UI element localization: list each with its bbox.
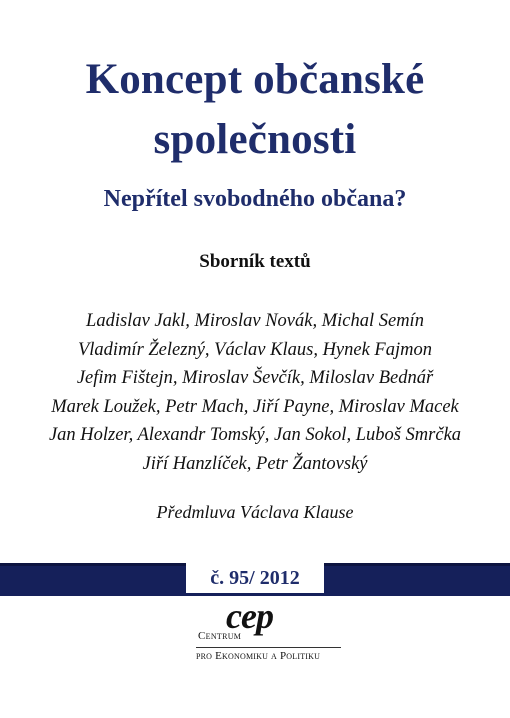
cover-title-line-1: Koncept občanské — [85, 56, 425, 103]
author-line: Vladimír Železný, Václav Klaus, Hynek Fajmon — [77, 339, 432, 360]
cover-title — [0, 50, 510, 170]
author-list — [0, 307, 510, 479]
author-line: Marek Loužek, Petr Mach, Jiří Payne, Miroslav Macek — [51, 396, 459, 417]
logo-subtitle: pro Ekonomiku a Politiku — [196, 650, 321, 662]
foreword-credit: Předmluva Václava Klause — [156, 502, 354, 522]
logo-divider — [196, 647, 341, 648]
cover-title-line-2: společnosti — [153, 116, 357, 163]
author-line: Jiří Hanzlíček, Petr Žantovský — [142, 453, 368, 474]
collection-label: Sborník textů — [199, 251, 311, 272]
author-line: Ladislav Jakl, Miroslav Novák, Michal Semín — [86, 311, 424, 331]
publisher-logo — [196, 596, 346, 672]
logo-centrum-label: Centrum — [198, 630, 242, 642]
cover-subtitle: Nepřítel svobodného občana? — [103, 186, 407, 212]
logo-mark: cep — [226, 596, 273, 636]
author-line: Jan Holzer, Alexandr Tomský, Jan Sokol, Luboš Smrčka — [48, 425, 462, 446]
issue-number: č. 95/ 2012 — [186, 563, 324, 593]
author-line: Jefim Fištejn, Miroslav Ševčík, Miloslav Bednář — [76, 368, 434, 389]
